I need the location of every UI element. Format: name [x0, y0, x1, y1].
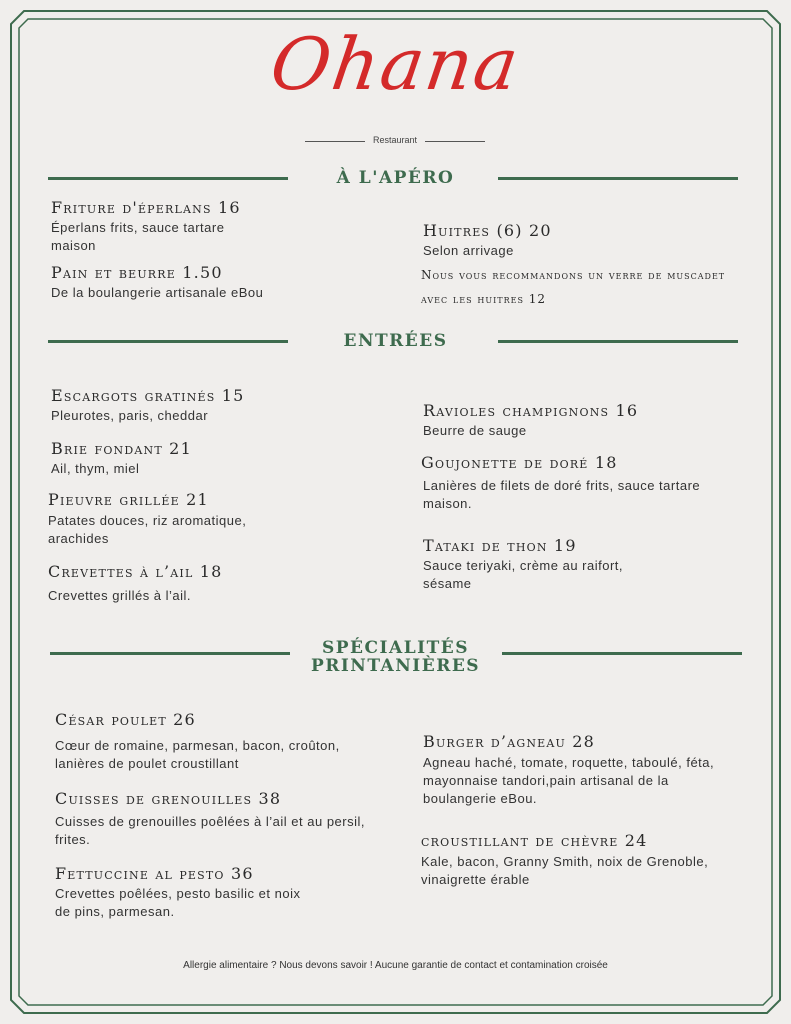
logo-subtitle: Restaurant: [305, 135, 485, 145]
menu-item-name: Pieuvre grillée 21: [48, 490, 209, 509]
menu-item-name: Escargots gratinés 15: [51, 386, 245, 405]
menu-item-desc: De la boulangerie artisanale eBou: [51, 285, 264, 300]
section-title-specialites-line2: PRINTANIÈRES: [310, 656, 481, 676]
section-title-specialites-line1: SPÉCIALITÉS: [322, 638, 469, 658]
menu-item-name: Crevettes à l’ail 18: [48, 562, 223, 581]
section-title-entrees: ENTRÉES: [343, 331, 448, 351]
menu-item-desc: Crevettes poêlées, pesto basilic et noix de pins, parmesan.: [55, 886, 301, 919]
menu-item-desc: Éperlans frits, sauce tartare maison: [51, 220, 225, 253]
menu-item-name: croustillant de chèvre 24: [421, 831, 648, 850]
menu-item-name: Friture d'éperlans 16: [51, 198, 241, 217]
menu-item-desc: Beurre de sauge: [423, 423, 527, 438]
menu-item-desc: Ail, thym, miel: [51, 461, 140, 476]
section-title-apero: À L'APÉRO: [336, 168, 455, 188]
menu-item-name: Pain et beurre 1.50: [51, 263, 223, 282]
menu-item-desc: Cœur de romaine, parmesan, bacon, croûton, lanières de poulet croustillant: [55, 738, 340, 771]
wine-recommendation: Nous vous recommandons un verre de muscadet avec les huitres 12: [421, 268, 726, 306]
menu-item-desc: Lanières de filets de doré frits, sauce tartare maison.: [423, 478, 701, 511]
menu-item-desc: Crevettes grillés à l’ail.: [48, 588, 192, 603]
menu-item-desc: Patates douces, riz aromatique, arachides: [48, 513, 247, 546]
menu-item-desc: Agneau haché, tomate, roquette, taboulé, féta, mayonnaise tandori,pain artisanal de la boulangerie eBou.: [423, 755, 715, 806]
menu-item-desc: Sauce teriyaki, crème au raifort, sésame: [423, 558, 624, 591]
menu-item-name: Brie fondant 21: [51, 439, 192, 458]
menu-item-name: Fettuccine al pesto 36: [55, 864, 254, 883]
menu-item-desc: Selon arrivage: [423, 243, 514, 258]
menu-item-name: Cuisses de grenouilles 38: [55, 789, 282, 808]
menu-item-name: Tataki de thon 19: [423, 536, 577, 555]
menu-item-desc: Cuisses de grenouilles poêlées à l’ail et au persil, frites.: [55, 814, 365, 847]
menu-item-name: Goujonette de doré 18: [421, 453, 618, 472]
menu-item-desc: Pleurotes, paris, cheddar: [51, 408, 209, 423]
menu-item-name: César poulet 26: [55, 710, 196, 729]
restaurant-logo: Ohana: [265, 22, 526, 106]
allergy-notice: Allergie alimentaire ? Nous devons savoir ! Aucune garantie de contact et contamination croisée: [183, 960, 608, 971]
menu-item-name: Huitres (6) 20: [423, 221, 552, 240]
menu-item-name: Ravioles champignons 16: [423, 401, 639, 420]
menu-item-name: Burger d’agneau 28: [423, 732, 596, 751]
menu-item-desc: Kale, bacon, Granny Smith, noix de Grenoble, vinaigrette érable: [421, 854, 709, 887]
